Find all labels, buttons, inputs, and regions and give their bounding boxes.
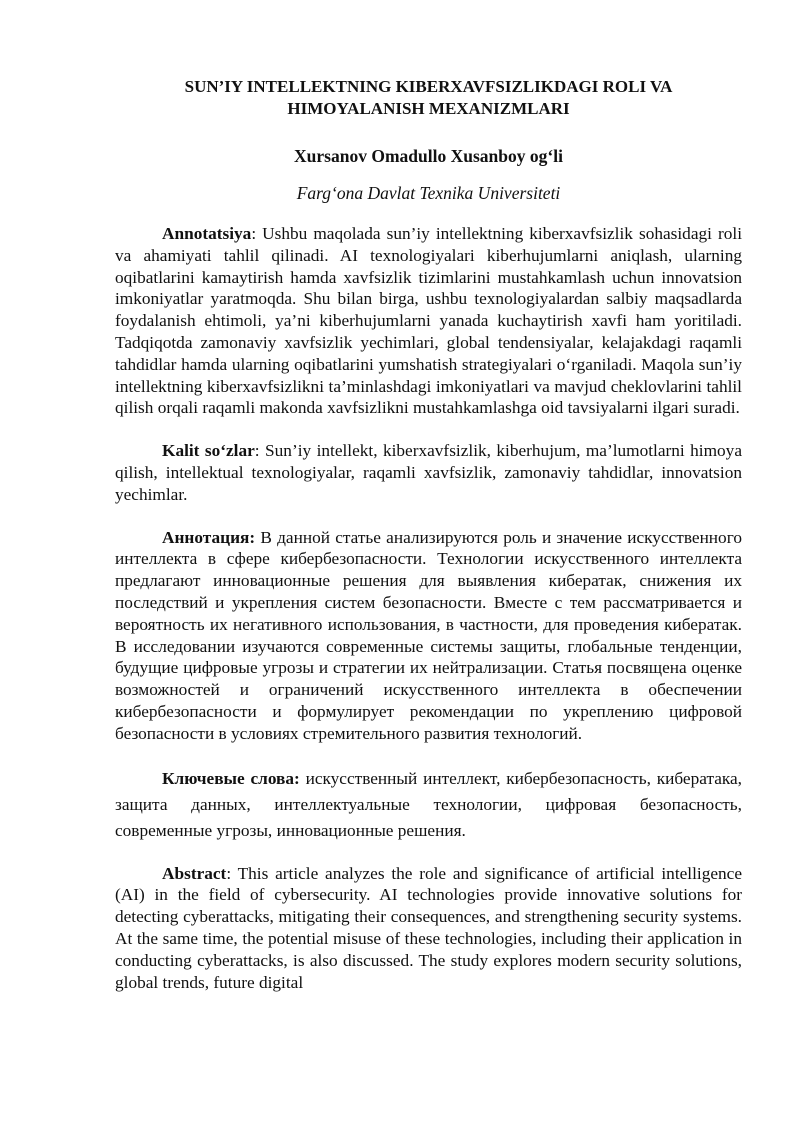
keywords-uz-label: Kalit so‘zlar xyxy=(162,441,255,461)
keywords-ru-text: искусственный интеллект, кибербезопасность, кибератака, защита данных, интеллектуальные технологии, цифровая безопасность, современные угрозы, инновационные решения. xyxy=(115,768,743,840)
keywords-uz-paragraph xyxy=(115,440,742,505)
author-name: Xursanov Omadullo Xusanboy og‘li xyxy=(294,146,563,166)
annotation-ru-paragraph xyxy=(115,527,742,745)
annotation-uz-paragraph xyxy=(115,223,742,419)
annotation-uz-text: : Ushbu maqolada sun’iy intellektning kiberxavfsizlik sohasidagi roli va ahamiyati tahlil qilinadi. AI texnologiyalari kiberhujumlarni aniqlash, ularning oqibatlarini kamaytirish hamda xavfsizlik tizimlarini mustahkamlash uchun innovatsion imkoniyatlar yaratmoqda. Shu bilan birga, ushbu texnologiyalardan salbiy maqsadlarda foydalanish ehtimoli, ya’ni kiberhujumlarni yanada kuchaytirish xavfi ham yoritiladi. Tadqiqotda zamonaviy xavfsizlik yechimlari, global tendensiyalar, kelajakdagi raqamli tahdidlar hamda ularning oqibatlarini yumshatish strategiyalari o‘rganiladi. Maqola sun’iy intellektning kiberxavfsizlikni ta’minlashdagi imkoniyatlari va mavjud cheklovlarini tahlil qilish orqali raqamli makonda xavfsizlikni mustahkamlashga oid tavsiyalarni ilgari suradi. xyxy=(115,224,742,418)
keywords-ru-paragraph xyxy=(115,766,742,844)
annotation-uz-label: Annotatsiya xyxy=(162,224,252,243)
keywords-ru-label: Ключевые слова: xyxy=(162,768,300,788)
paper-title-line-2: HIMOYALANISH MEXANIZMLARI xyxy=(287,99,570,118)
abstract-en-text: : This article analyzes the role and significance of artificial intelligence (AI) in the field of cybersecurity. AI technologies provide innovative solutions for detecting cyberattacks, mitigating their consequences, and strengthening security systems. At the same time, the potential misuse of these technologies, including their application in conducting cyberattacks, is also discussed. The study explores modern security solutions, global trends, future digital xyxy=(115,863,742,992)
paper-title-line-1: SUN’IY INTELLEKTNING KIBERXAVFSIZLIKDAGI ROLI VA xyxy=(184,77,673,96)
annotation-ru-label: Аннотация: xyxy=(162,527,256,547)
abstract-en-label: Abstract xyxy=(162,863,227,883)
paper-title xyxy=(115,76,742,120)
keywords-uz-text: : Sun’iy intellekt, kiberxavfsizlik, kiberhujum, ma’lumotlarni himoya qilish, intellektual texnologiyalar, raqamli xavfsizlik, zamonaviy tahdidlar, innovatsion yechimlar. xyxy=(115,441,742,504)
abstract-en-paragraph xyxy=(115,863,742,994)
author-affiliation: Farg‘ona Davlat Texnika Universiteti xyxy=(296,183,561,203)
annotation-ru-text: В данной статье анализируются роль и значение искусственного интеллекта в сфере кибербезопасности. Технологии искусственного интеллекта предлагают инновационные решения для выявления кибератак, снижения их последствий и укрепления систем безопасности. Вместе с тем рассматривается и вероятность их негативного использования, в частности, для проведения кибератак. В исследовании изучаются современные системы защиты, глобальные тенденции, будущие цифровые угрозы и стратегии их нейтрализации. Статья посвящена оценке возможностей и ограничений искусственного интеллекта в обеспечении кибербезопасности и формулирует рекомендации по укреплению цифровой безопасности в условиях стремительного развития технологий. xyxy=(115,527,742,743)
